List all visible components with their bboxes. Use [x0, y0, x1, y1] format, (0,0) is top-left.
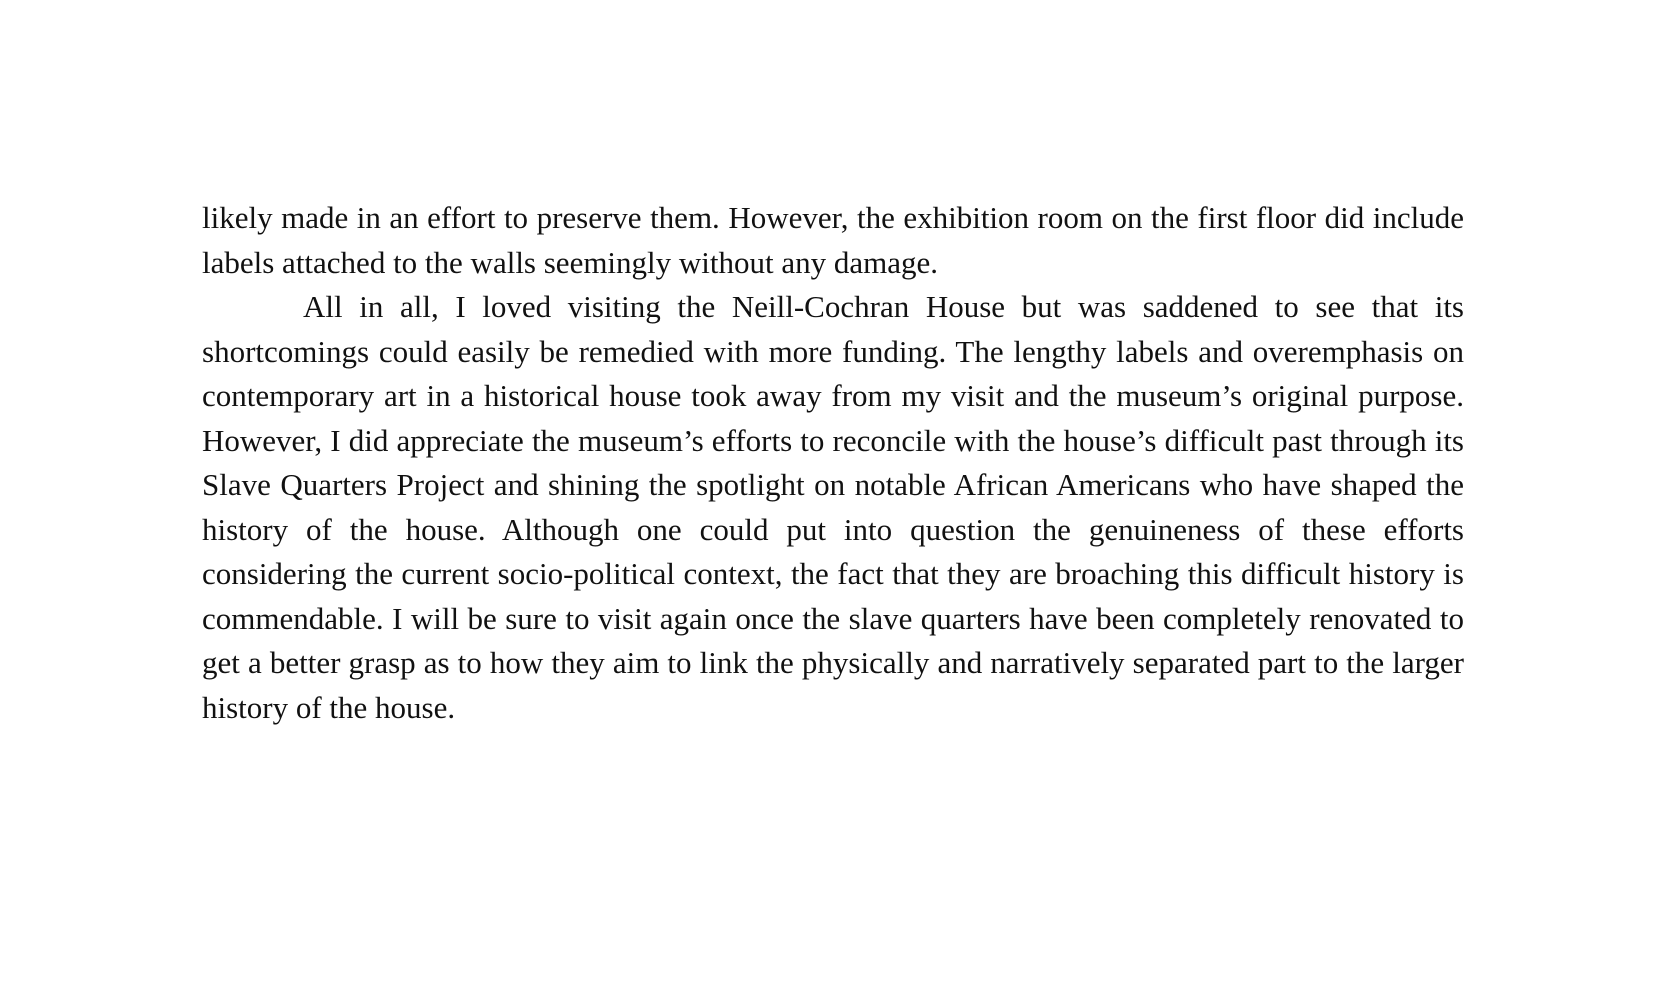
- paragraph-continuation: likely made in an effort to preserve them. However, the exhibition room on the first floor did include labels attached to the walls seemingly without any damage.: [202, 200, 1464, 280]
- document-body: [202, 196, 1464, 730]
- paragraph-conclusion: All in all, I loved visiting the Neill-Cochran House but was saddened to see that its shortcomings could easily be remedied with more funding. The lengthy labels and overemphasis on contemporary art in a historical house took away from my visit and the museum’s original purpose. However, I did appreciate the museum’s efforts to reconcile with the house’s difficult past through its Slave Quarters Project and shining the spotlight on notable African Americans who have shaped the history of the house. Although one could put into question the genuineness of these efforts considering the current socio-political context, the fact that they are broaching this difficult history is commendable. I will be sure to visit again once the slave quarters have been completely renovated to get a better grasp as to how they aim to link the physically and narratively separated part to the larger history of the house.: [202, 289, 1464, 725]
